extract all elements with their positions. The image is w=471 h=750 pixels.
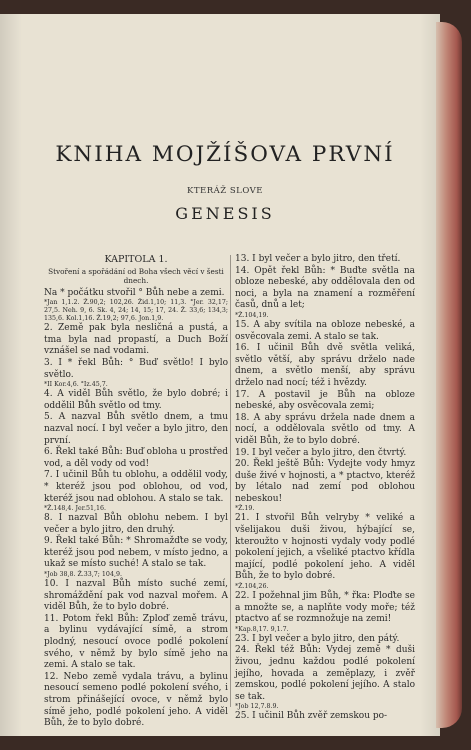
verse: 14. Opět řekl Bůh: * Buďte světla na obloze nebeské, aby oddělovala den od noci, a byla na znamení a rozměření časů, dnů a let; [235,265,415,311]
cross-reference: *Ž.104,19. [235,311,269,319]
verse: 3. I * řekl Bůh: ° Buď světlo! I bylo světlo. [44,357,228,380]
book-name: GENESIS [175,204,275,223]
verse: 13. I byl večer a bylo jitro, den třetí. [235,254,401,264]
verse: 16. I učinil Bůh dvě světla veliká, světlo větší, aby správu drželo nade dnem, a světlo menší, aby správu drželo nad nocí; též i hvězdy. [235,343,415,388]
verse: 17. A postavil je Bůh na obloze nebeské, aby osvěcovala zemi; [235,389,415,412]
verse: 21. I stvořil Bůh velryby * veliké a všelijakou duši živou, hýbající se, kteroužto v hojnosti vydaly vody podlé pokolení jejich, a všeliké ptactvo křídla mající, podlé pokolení jeho. A viděl Bůh, že to bylo dobré. [235,513,415,582]
left-column [44,254,228,730]
verse: Na * počátku stvořil ° Bůh nebe a zemi. [44,287,225,298]
cross-reference: *II Kor.4,6. °Iz.45,7. [44,381,108,389]
cross-reference: *Job 12,7.8.9. [235,703,279,711]
column-divider [230,255,231,707]
verse: 4. A viděl Bůh světlo, že bylo dobré; i oddělil Bůh světlo od tmy. [44,389,228,411]
verse: 7. I učinil Bůh tu oblohu, a oddělil vody, * kteréž jsou pod oblohou, od vod, kteréž jsou nad oblohou. A stalo se tak. [44,470,228,504]
book-subtitle: KTERÁŽ SLOVE [186,186,263,196]
verse: 11. Potom řekl Bůh: Zploď země trávu, a bylinu vydávající símě, a strom plodný, nesoucí ovoce podlé pokolení svého, v němž by bylo símě jeho na zemi. A stalo se tak. [44,613,228,671]
verse: 20. Řekl ještě Bůh: Vydejte vody hmyz duše živé v hojnosti, a * ptactvo, kteréž by létalo nad zemí pod oblohou nebeskou! [235,459,415,504]
right-column [235,254,415,723]
verse: 9. Řekl také Bůh: * Shromažďte se vody, kteréž jsou pod nebem, v místo jedno, a ukaž se místo suché! A stalo se tak. [44,536,228,570]
cross-reference: *Jan 1,1.2. Ž.90,2; 102,26. Žid.1,10; 11,3. °Jer. 32,17; 27,5. Neh. 9, 6. Sk. 4, 24; 14, 15; 17, 24. Ž. 33,6; 134,3; 135,6. Kol.1,16. Ž.19,2; 97,6. Jon.1,9. [44,299,228,323]
verse: 19. I byl večer a bylo jitro, den čtvrtý. [235,447,407,458]
book-title: KNIHA MOJŽÍŠOVA PRVNÍ [55,142,395,167]
cross-reference: *Ž.104,26. [235,583,269,591]
verse: 2. Země pak byla nesličná a pustá, a tma byla nad propastí, a Duch Boží vznášel se nad vodami. [44,323,228,357]
verse: 10. I nazval Bůh místo suché zemí, shromáždění pak vod nazval mořem. A viděl Bůh, že to bylo dobré. [44,579,228,613]
cross-reference: *Kap.8,17. 9,1.7. [235,625,289,633]
chapter-summary: Stvoření a spořádání od Boha všech věcí v šesti dnech. [48,266,224,285]
verse: 5. A nazval Bůh světlo dnem, a tmu nazval nocí. I byl večer a bylo jitro, den první. [44,412,228,446]
verse: 12. Nebo země vydala trávu, a bylinu nesoucí semeno podlé pokolení svého, i strom přinášející ovoce, v němž bylo símě jeho, podlé pokolení jeho. A viděl Bůh, že to bylo dobré. [44,671,228,729]
cross-reference: *Ž.19. [235,505,255,513]
chapter-heading: KAPITOLA 1. [104,254,168,265]
verse: 18. A aby správu držela nade dnem a nocí, a oddělovala světlo od tmy. A viděl Bůh, že to bylo dobré. [235,412,415,446]
verse: 6. Řekl také Bůh: Buď obloha u prostřed vod, a děl vody od vod! [44,447,228,469]
cross-reference: *Job 38,8. Ž.33,7; 104,9. [44,571,122,579]
cross-reference: *Ž.148,4. Jer.51,16. [44,505,107,513]
verse: 8. I nazval Bůh oblohu nebem. I byl večer a bylo jitro, den druhý. [44,513,228,535]
verse: 15. A aby svítila na obloze nebeské, a osvěcovala zemi. A stalo se tak. [235,319,415,342]
verse: 23. I byl večer a bylo jitro, den pátý. [235,633,400,644]
verse: 24. Řekl též Bůh: Vydej země * duši živou, jednu každou podlé pokolení jejího, hovada a zeměplazy, i zvěř zemskou, podlé pokolení jejího. A stalo se tak. [235,645,415,702]
verse: 25. I učinil Bůh zvěř zemskou po- [235,711,388,722]
book-edge [436,22,462,728]
verse: 22. I požehnal jim Bůh, * řka: Ploďte se a množte se, a naplňte vody moře; též ptactvo ať se rozmnožuje na zemi! [235,591,415,625]
